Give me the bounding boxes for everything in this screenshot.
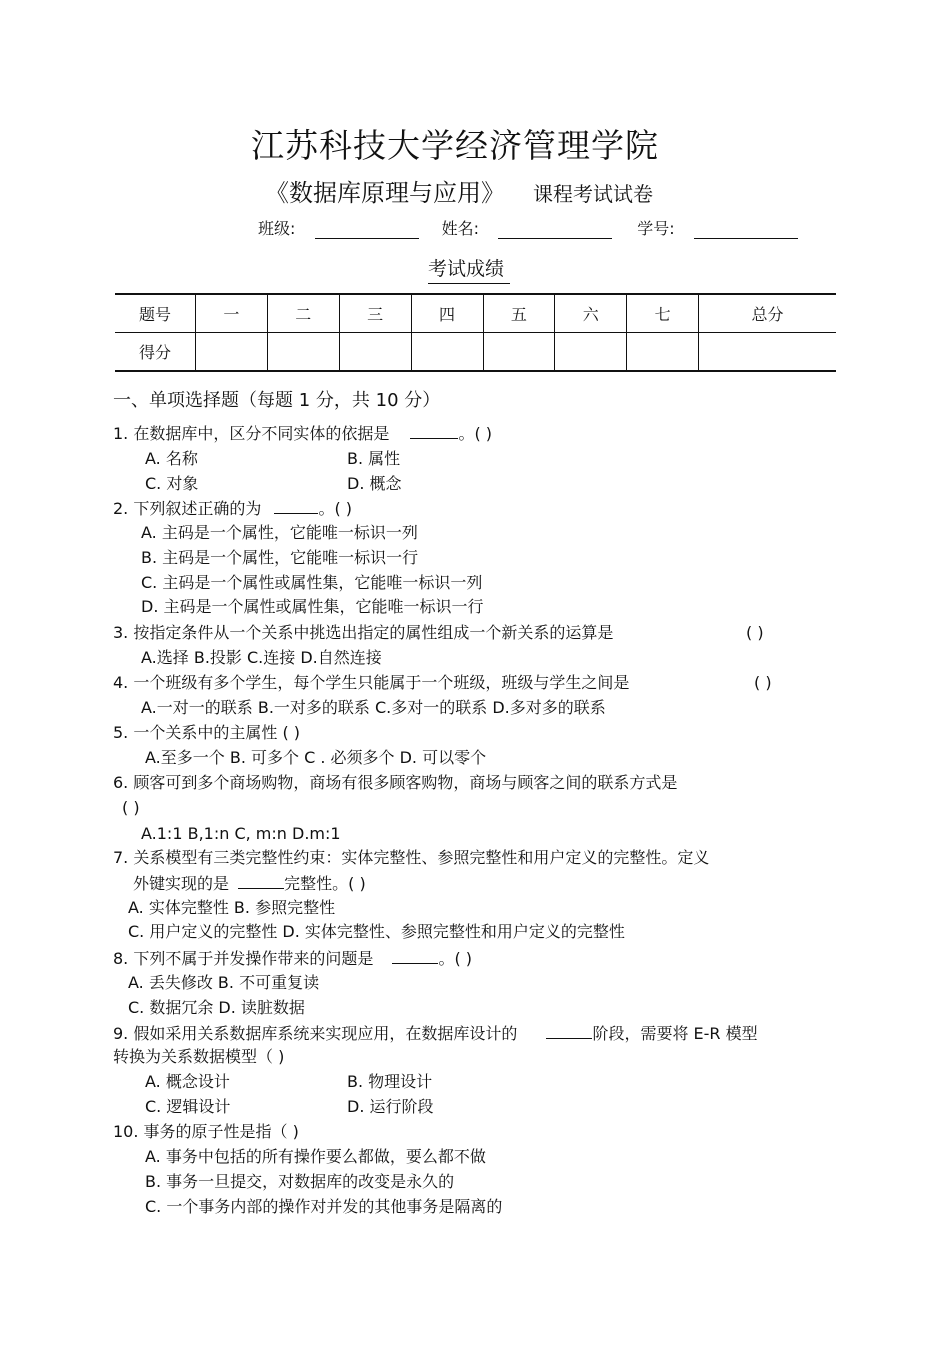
score-header-cell: 五 <box>483 294 555 333</box>
question-9-option-b: B. 物理设计 <box>347 1072 433 1091</box>
question-1-option-d: D. 概念 <box>347 474 402 493</box>
question-2-option-a: A. 主码是一个属性，它能唯一标识一列 <box>141 523 418 542</box>
question-2-stem <box>113 497 352 520</box>
question-9-stem <box>113 1022 758 1045</box>
question-1-option-b: B. 属性 <box>347 449 401 468</box>
paper-type: 课程考试试卷 <box>533 182 653 206</box>
question-3-answer-paren: ( ) <box>746 623 764 642</box>
course-title: 《数据库原理与应用》 <box>265 179 505 207</box>
score-header-cell: 题号 <box>115 294 196 333</box>
question-3-stem: 3. 按指定条件从一个关系中挑选出指定的属性组成一个新关系的运算是 <box>113 623 614 642</box>
question-9-stem-line2: 转换为关系数据模型（ ) <box>113 1047 285 1066</box>
score-table-score-row <box>115 333 836 372</box>
answer-blank <box>274 497 318 514</box>
question-9-option-c: C. 逻辑设计 <box>145 1097 231 1116</box>
score-cell[interactable] <box>196 333 268 372</box>
question-1-stem <box>113 422 492 445</box>
question-10-option-a: A. 事务中包括的所有操作要么都做，要么都不做 <box>145 1147 486 1166</box>
question-10-option-b: B. 事务一旦提交，对数据库的改变是永久的 <box>145 1172 455 1191</box>
question-7-stem-line2 <box>133 872 366 895</box>
question-7-options-ab: A. 实体完整性 B. 参照完整性 <box>128 898 336 917</box>
question-3-options: A.选择 B.投影 C.连接 D.自然连接 <box>141 648 382 667</box>
score-cell[interactable] <box>339 333 411 372</box>
question-text: 阶段，需要将 E-R 模型 <box>592 1024 758 1043</box>
answer-blank <box>392 947 438 964</box>
score-header-cell: 二 <box>267 294 339 333</box>
answer-blank <box>238 872 284 889</box>
question-10-stem: 10. 事务的原子性是指（ ) <box>113 1122 299 1141</box>
question-text: 8. 下列不属于并发操作带来的问题是 <box>113 949 374 968</box>
name-field[interactable] <box>498 220 612 239</box>
question-2-option-b: B. 主码是一个属性，它能唯一标识一行 <box>141 548 419 567</box>
score-table <box>115 293 836 372</box>
subtitle-row <box>265 173 653 208</box>
question-9-option-d: D. 运行阶段 <box>347 1097 434 1116</box>
question-7-stem: 7. 关系模型有三类完整性约束：实体完整性、参照完整性和用户定义的完整性。定义 <box>113 848 710 867</box>
question-text: 。( ) <box>318 499 353 518</box>
score-cell[interactable] <box>411 333 483 372</box>
score-caption: 考试成绩 <box>428 254 510 284</box>
question-8-options-ab: A. 丢失修改 B. 不可重复读 <box>128 973 320 992</box>
student-id-label: 学号: <box>637 219 675 238</box>
school-title: 江苏科技大学经济管理学院 <box>251 126 659 165</box>
score-table-header-row <box>115 294 836 333</box>
question-1-option-c: C. 对象 <box>145 474 199 493</box>
question-2-option-c: C. 主码是一个属性或属性集，它能唯一标识一列 <box>141 573 483 592</box>
class-field[interactable] <box>315 220 419 239</box>
score-cell[interactable] <box>267 333 339 372</box>
score-cell[interactable] <box>555 333 627 372</box>
score-cell[interactable] <box>699 333 836 372</box>
question-text: 外键实现的是 <box>133 874 230 893</box>
question-8-stem <box>113 947 472 970</box>
question-9-option-a: A. 概念设计 <box>145 1072 230 1091</box>
class-label: 班级: <box>258 219 296 238</box>
section-title: 一、单项选择题（每题 1 分，共 10 分） <box>113 390 441 411</box>
question-4-answer-paren: ( ) <box>754 673 772 692</box>
question-text: 2. 下列叙述正确的为 <box>113 499 262 518</box>
score-header-cell: 一 <box>196 294 268 333</box>
question-text: 完整性。( ) <box>284 874 366 893</box>
score-header-cell: 三 <box>339 294 411 333</box>
question-text: 1. 在数据库中，区分不同实体的依据是 <box>113 424 390 443</box>
answer-blank <box>546 1022 592 1039</box>
question-6-stem: 6. 顾客可到多个商场购物，商场有很多顾客购物，商场与顾客之间的联系方式是 <box>113 773 678 792</box>
question-text: 9. 假如采用关系数据库系统来实现应用，在数据库设计的 <box>113 1024 518 1043</box>
question-text: 。( ) <box>438 949 473 968</box>
question-4-stem: 4. 一个班级有多个学生，每个学生只能属于一个班级，班级与学生之间是 <box>113 673 630 692</box>
score-cell[interactable] <box>483 333 555 372</box>
question-2-option-d: D. 主码是一个属性或属性集，它能唯一标识一行 <box>141 597 484 616</box>
score-row-label: 得分 <box>115 333 196 372</box>
question-5-options: A.至多一个 B. 可多个 C . 必须多个 D. 可以零个 <box>145 748 487 767</box>
question-4-options: A.一对一的联系 B.一对多的联系 C.多对一的联系 D.多对多的联系 <box>141 698 606 717</box>
question-1-option-a: A. 名称 <box>145 449 198 468</box>
question-6-answer-paren: ( ) <box>122 798 140 817</box>
question-10-option-c: C. 一个事务内部的操作对并发的其他事务是隔离的 <box>145 1197 503 1216</box>
score-header-cell: 四 <box>411 294 483 333</box>
score-cell[interactable] <box>627 333 699 372</box>
answer-blank <box>410 422 458 439</box>
name-label: 姓名: <box>441 219 479 238</box>
score-header-cell: 总分 <box>699 294 836 333</box>
score-header-cell: 六 <box>555 294 627 333</box>
question-8-options-cd: C. 数据冗余 D. 读脏数据 <box>128 998 305 1017</box>
score-header-cell: 七 <box>627 294 699 333</box>
student-id-field[interactable] <box>694 220 798 239</box>
student-info-row <box>258 216 798 239</box>
question-text: 。( ) <box>458 424 493 443</box>
question-6-options: A.1:1 B,1:n C, m:n D.m:1 <box>141 824 341 843</box>
question-7-options-cd: C. 用户定义的完整性 D. 实体完整性、参照完整性和用户定义的完整性 <box>128 922 625 941</box>
question-5-stem: 5. 一个关系中的主属性 ( ) <box>113 723 301 742</box>
